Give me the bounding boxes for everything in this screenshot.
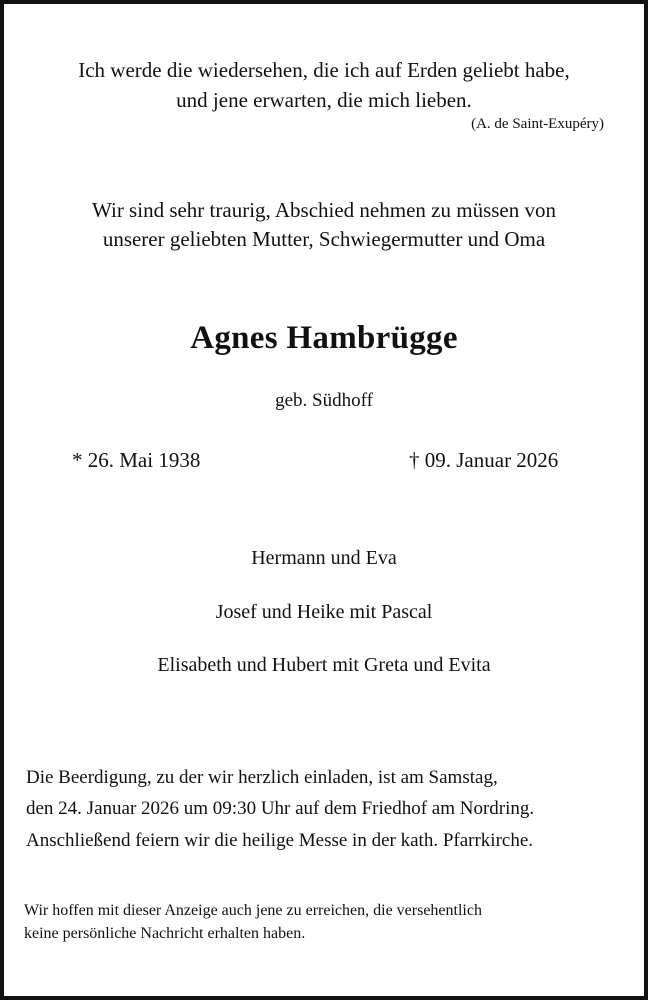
deceased-name: Agnes Hambrügge bbox=[190, 320, 458, 356]
intro-line-1: Wir sind sehr traurig, Abschied nehmen zu müssen von bbox=[92, 198, 556, 222]
quote-line-1: Ich werde die wiedersehen, die ich auf Erden geliebt habe, bbox=[78, 58, 570, 82]
family-line-1: Hermann und Eva bbox=[251, 547, 397, 569]
death-date: † 09. Januar 2026 bbox=[409, 448, 559, 472]
note-line-1: Wir hoffen mit dieser Anzeige auch jene zu erreichen, die versehentlich bbox=[24, 902, 482, 919]
note-line-2: keine persönliche Nachricht erhalten haben. bbox=[24, 925, 306, 942]
intro-line-2: unserer geliebten Mutter, Schwiegermutter und Oma bbox=[102, 227, 546, 251]
funeral-line-3: Anschließend feiern wir die heilige Messe in der kath. Pfarrkirche. bbox=[26, 830, 534, 851]
quote-line-2: und jene erwarten, die mich lieben. bbox=[176, 88, 472, 112]
birth-name: geb. Südhoff bbox=[275, 390, 373, 411]
family-line-2: Josef und Heike mit Pascal bbox=[215, 601, 433, 623]
quote-author: (A. de Saint-Exupéry) bbox=[471, 116, 604, 132]
family-line-3: Elisabeth und Hubert mit Greta und Evita bbox=[157, 654, 491, 676]
funeral-line-2: den 24. Januar 2026 um 09:30 Uhr auf dem Friedhof am Nordring. bbox=[26, 798, 535, 819]
funeral-line-1: Die Beerdigung, zu der wir herzlich einladen, ist am Samstag, bbox=[26, 767, 498, 788]
birth-date: * 26. Mai 1938 bbox=[72, 448, 201, 472]
